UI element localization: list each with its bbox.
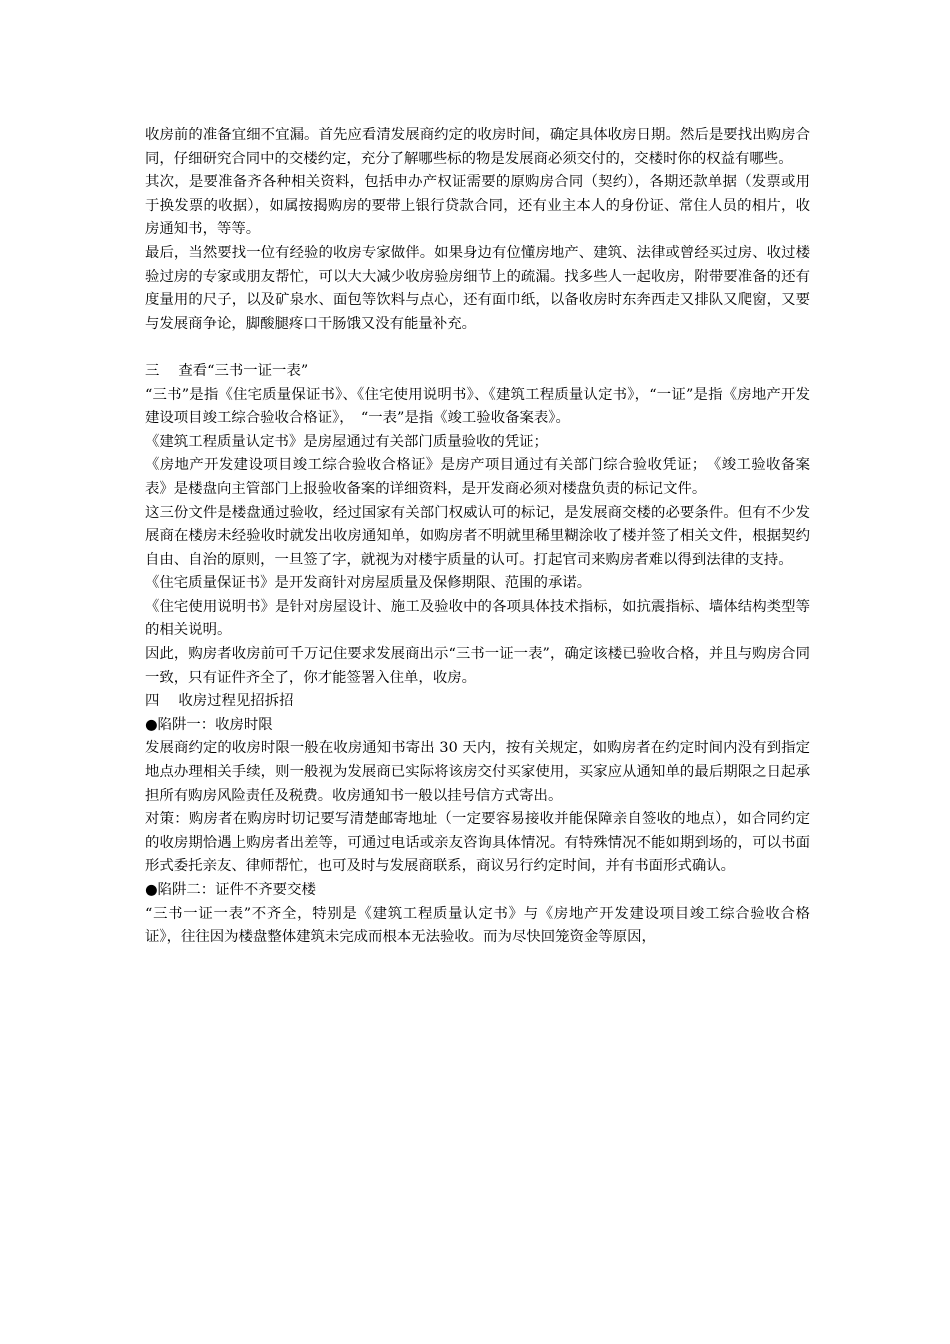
paragraph-three-books-definition: “三书”是指《住宅质量保证书》、《住宅使用说明书》、《建筑工程质量认定书》，“一证”是指《房地产开发建设项目竣工综合验收合格证》， “一表”是指《竣工验收备案表》。: [145, 386, 810, 427]
trap-two-heading: ●陷阱二：证件不齐要交楼: [145, 882, 316, 898]
paragraph-acceptance-certificate: 《房地产开发建设项目竣工综合验收合格证》是房产项目通过有关部门综合验收凭证； 《竣工验收备案表》是楼盘向主管部门上报验收备案的详细资料，是开发商必须对楼盘负责的标记文件。: [145, 457, 810, 497]
section-heading-three: 三 查看“三书一证一表”: [145, 362, 309, 379]
paragraph-expert: 最后，当然要找一位有经验的收房专家做伴。如果身边有位懂房地产、建筑、法律或曾经买过房、收过楼验过房的专家或朋友帮忙，可以大大减少收房验房细节上的疏漏。找多些人一起收房，附带要准备的还有度量用的尺子，以及矿泉水、面包等饮料与点心，还有面巾纸，以备收房时东奔西走又排队又爬窗，又要与发展商争论，脚酸腿疼口干肠饿又没有能量补充。: [145, 244, 810, 332]
paragraph-preparation: 收房前的准备宜细不宜漏。首先应看清发展商约定的收房时间，确定具体收房日期。然后是要找出购房合同，仔细研究合同中的交楼约定，充分了解哪些标的物是发展商必须交付的，交楼时你的权益有哪些。: [145, 127, 810, 167]
blank-line: [145, 336, 810, 360]
paragraph-therefore: 因此，购房者收房前可千万记住要求发展商出示“三书一证一表”，确定该楼已验收合格，并且与购房合同一致，只有证件齐全了，你才能签署入住单，收房。: [145, 646, 810, 686]
document-body: [145, 124, 810, 950]
paragraph-usage-manual: 《住宅使用说明书》是针对房屋设计、施工及验收中的各项具体技术指标，如抗震指标、墙体结构类型等的相关说明。: [145, 598, 810, 639]
paragraph-trap-two: “三书一证一表”不齐全，特别是《建筑工程质量认定书》与《房地产开发建设项目竣工综合验收合格证》，往往因为楼盘整体建筑未完成而根本无法验收。而为尽快回笼资金等原因，: [145, 905, 810, 946]
paragraph-three-documents: 这三份文件是楼盘通过验收，经过国家有关部门权威认可的标记，是发展商交楼的必要条件。但有不少发展商在楼房未经验收时就发出收房通知单，如购房者不明就里稀里糊涂收了楼并签了相关文件，根据契约自由、自治的原则，一旦签了字，就视为对楼宇质量的认可。打起官司来购房者难以得到法律的支持。: [145, 504, 810, 568]
paragraph-quality-guarantee: 《住宅质量保证书》是开发商针对房屋质量及保修期限、范围的承诺。: [145, 575, 592, 592]
paragraph-quality-certificate: 《建筑工程质量认定书》是房屋通过有关部门质量验收的凭证；: [145, 433, 548, 450]
paragraph-trap-one: 发展商约定的收房时限一般在收房通知书寄出 30 天内，按有关规定，如购房者在约定时间内没有到指定地点办理相关手续，则一般视为发展商已实际将该房交付买家使用，买家应从通知单的最后期限之日起承担所有购房风险责任及税费。收房通知书一般以挂号信方式寄出。: [145, 740, 810, 804]
paragraph-countermeasure: 对策：购房者在购房时切记要写清楚邮寄地址（一定要容易接收并能保障亲自签收的地点），如合同约定的收房期恰遇上购房者出差等，可通过电话或亲友咨询具体情况。有特殊情况不能如期到场的，可以书面形式委托亲友、律师帮忙，也可及时与发展商联系，商议另行约定时间，并有书面形式确认。: [145, 811, 810, 875]
trap-one-heading: ●陷阱一：收房时限: [145, 716, 273, 733]
paragraph-documents: 其次，是要准备齐各种相关资料，包括申办产权证需要的原购房合同（契约），各期还款单据（发票或用于换发票的收据），如属按揭购房的要带上银行贷款合同，还有业主本人的身份证、常住人员的相片，收房通知书，等等。: [145, 174, 810, 238]
section-heading-four: 四 收房过程见招拆招: [145, 693, 294, 710]
